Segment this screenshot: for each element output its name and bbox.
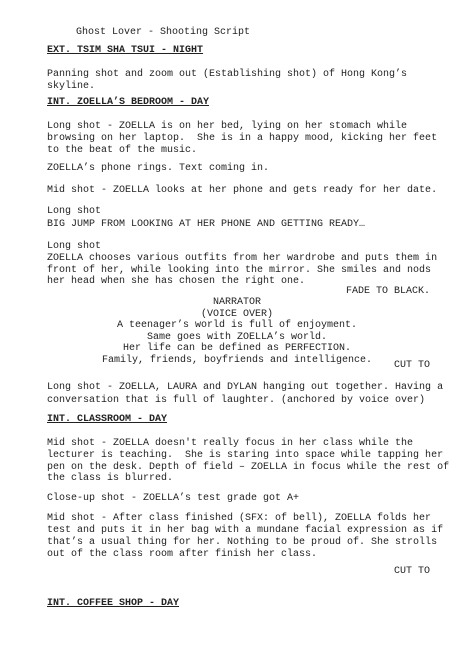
action-line: Long shot - ZOELLA is on her bed, lying on her stomach while (47, 121, 408, 132)
scene-heading-classroom: INT. CLASSROOM - DAY (47, 414, 168, 425)
action-line: browsing on her laptop. She is in a happy mood, kicking her feet (47, 133, 438, 144)
action-line: out of the class room after finish her class. (47, 549, 318, 560)
action-line: lecturer is teaching. She is staring into space while tapping her (47, 450, 444, 461)
action-line: front of her, while looking into the mirror. She smiles and nods (47, 265, 432, 276)
action-line: ZOELLA’s phone rings. Text coming in. (47, 163, 270, 174)
action-line: her head when she has chosen the right one. (47, 276, 306, 287)
action-line: test and puts it in her bag with a mundane facial expression as if (47, 525, 444, 536)
action-line: Long shot (47, 241, 102, 252)
action-line: Close-up shot - ZOELLA’s test grade got A+ (47, 493, 300, 504)
action-line: Mid shot - ZOELLA doesn't really focus in her class while the (47, 438, 414, 449)
dialogue-line: A teenager’s world is full of enjoyment. (116, 320, 358, 331)
transition-cut-to: CUT TO (393, 566, 430, 577)
dialogue-line: Family, friends, boyfriends and intelligence. (101, 355, 373, 366)
action-line: the class is blurred. (47, 473, 174, 484)
action-line: Panning shot and zoom out (Establishing shot) of Hong Kong’s (47, 69, 408, 80)
script-title: Ghost Lover - Shooting Script (76, 27, 251, 38)
action-line: pen on the desk. Depth of field – ZOELLA in focus while the rest of (47, 462, 450, 473)
action-line: Long shot - ZOELLA, LAURA and DYLAN hanging out together. Having a (47, 382, 444, 393)
dialogue-line: Her life can be defined as PERFECTION. (122, 343, 352, 354)
action-line: skyline. (47, 81, 96, 92)
action-line: that’s a usual thing for her. Nothing to be proud of. She strolls (47, 537, 438, 548)
scene-heading-tsim-sha-tsui: EXT. TSIM SHA TSUI - NIGHT (47, 45, 204, 56)
dialogue-parenthetical: (VOICE OVER) (200, 309, 273, 320)
dialogue-character: NARRATOR (212, 297, 261, 308)
action-line: Mid shot - After class finished (SFX: of bell), ZOELLA folds her (47, 513, 432, 524)
action-line: ZOELLA chooses various outfits from her wardrobe and puts them in (47, 253, 438, 264)
action-line: Mid shot - ZOELLA looks at her phone and gets ready for her date. (47, 185, 438, 196)
scene-heading-zoella-bedroom: INT. ZOELLA’S BEDROOM - DAY (47, 97, 210, 108)
transition-fade-to-black: FADE TO BLACK. (345, 286, 430, 297)
action-line: conversation that is full of laughter. (anchored by voice over) (47, 395, 426, 406)
dialogue-line: Same goes with ZOELLA’s world. (146, 332, 328, 343)
action-line: Long shot (47, 206, 102, 217)
action-line: to the beat of the music. (47, 145, 198, 156)
action-line: BIG JUMP FROM LOOKING AT HER PHONE AND GETTING READY… (47, 219, 366, 230)
transition-cut-to: CUT TO (393, 360, 430, 371)
scene-heading-coffee-shop: INT. COFFEE SHOP - DAY (47, 598, 180, 609)
